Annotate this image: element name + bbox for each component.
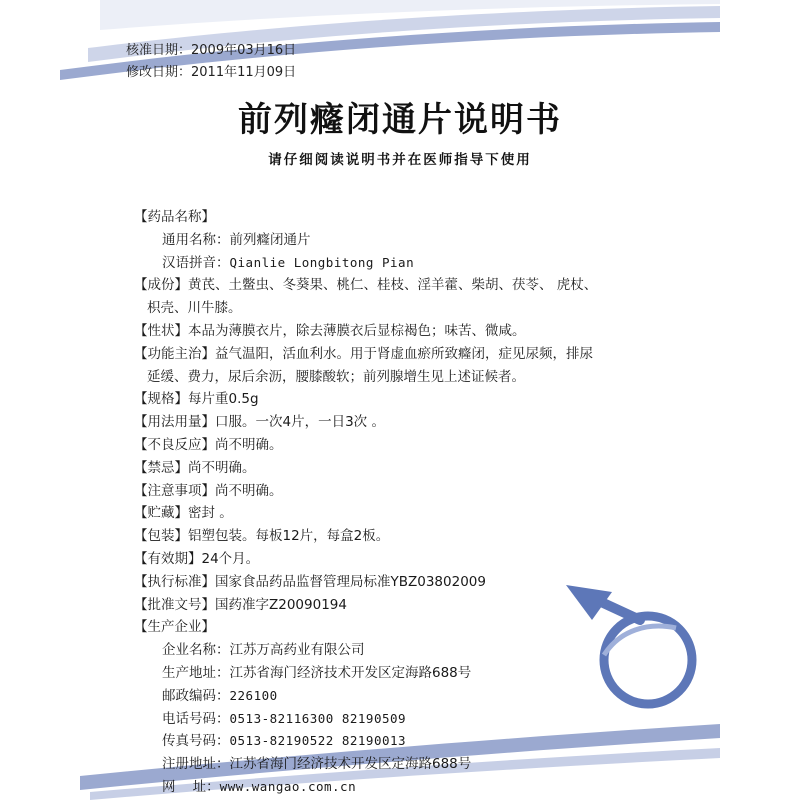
postal-code-line [134, 685, 694, 708]
postal-code-label: 邮政编码： [162, 687, 230, 704]
generic-name: 通用名称：前列癃闭通片 [162, 231, 311, 248]
phone-line [134, 708, 694, 731]
standard: 【执行标准】国家食品药品监督管理局标准YBZ03802009 [134, 573, 486, 590]
contraindications: 【禁忌】尚不明确。 [134, 459, 256, 476]
registered-address-label: 注册地址： [162, 756, 230, 773]
manufacturer-heading: 【生产企业】 [134, 619, 215, 636]
precautions: 【注意事项】尚不明确。 [134, 482, 283, 499]
revision-date: 修改日期：2011年11月09日 [126, 65, 297, 80]
drug-name-heading: 【药品名称】 [134, 209, 215, 225]
company-name: 江苏万高药业有限公司 [229, 642, 365, 659]
dosage: 【用法用量】口服。一次4片，一日3次 。 [134, 414, 385, 431]
website-link[interactable]: www.wangao.com.cn [219, 778, 357, 794]
production-address-label: 生产地址： [162, 664, 230, 681]
date-block [126, 40, 296, 84]
pinyin-label: 汉语拼音： [162, 254, 230, 271]
specification: 【规格】每片重0.5g [134, 391, 259, 408]
package: 【包装】铝塑包装。每板12片，每盒2板。 [134, 528, 390, 545]
postal-code: 226100 [229, 687, 278, 703]
appearance: 【性状】本品为薄膜衣片，除去薄膜衣后显棕褐色；味苦、微咸。 [134, 322, 526, 339]
phone-label: 电话号码： [162, 710, 230, 727]
indication-line-2: 延缓、费力，尿后余沥，腰膝酸软；前列腺增生见上述证候者。 [147, 368, 525, 385]
registered-address-line [134, 753, 694, 776]
storage: 【贮藏】密封 。 [134, 505, 233, 522]
company-name-label: 企业名称： [162, 642, 230, 659]
company-name-line [134, 639, 694, 662]
production-address-line [134, 662, 694, 685]
document-title: 前列癃闭通片说明书 [238, 100, 562, 140]
website-line [134, 776, 694, 799]
validity: 【有效期】24个月。 [134, 550, 260, 567]
approval-date: 核准日期：2009年03月16日 [126, 43, 297, 58]
fax-label: 传真号码： [162, 733, 230, 750]
adverse-reactions: 【不良反应】尚不明确。 [134, 436, 283, 453]
production-address: 江苏省海门经济技术开发区定海路688号 [229, 664, 472, 681]
document-subtitle: 请仔细阅读说明书并在医师指导下使用 [268, 152, 532, 168]
pinyin-value: Qianlie Longbitong Pian [229, 254, 415, 270]
fax-line [134, 730, 694, 753]
leaflet-body [134, 206, 694, 799]
approval-number: 【批准文号】国药准字Z20090194 [134, 596, 347, 613]
registered-address: 江苏省海门经济技术开发区定海路688号 [229, 756, 472, 773]
ingredients-line-1: 【成份】黄芪、土鳖虫、冬葵果、桃仁、桂枝、淫羊藿、柴胡、茯苓、 虎杖、 [134, 277, 598, 294]
phone-number: 0513-82116300 82190509 [229, 710, 407, 726]
pinyin-line [134, 252, 694, 275]
fax-number: 0513-82190522 82190013 [229, 733, 407, 749]
website-label: 网 址： [162, 778, 220, 795]
indication-line-1: 【功能主治】益气温阳，活血利水。用于肾虚血瘀所致癃闭，症见尿频，排尿 [134, 345, 593, 362]
ingredients-line-2: 枳壳、川牛膝。 [147, 300, 242, 317]
